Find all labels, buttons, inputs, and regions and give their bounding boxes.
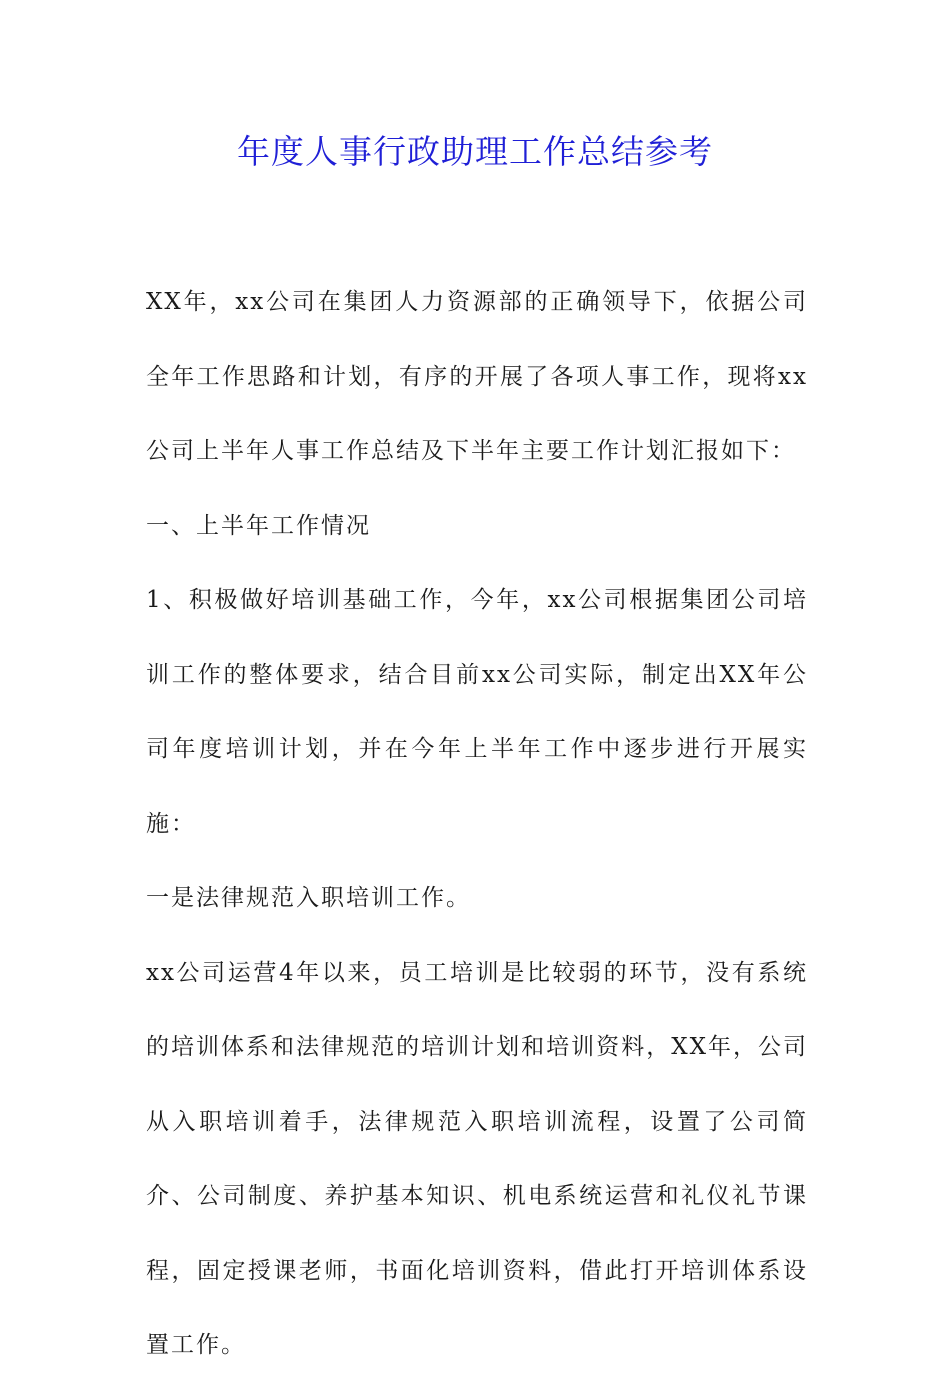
section-heading-first-half: 一、上半年工作情况 — [146, 512, 371, 539]
paragraph-onboarding-heading: 一是法律规范入职培训工作。 — [146, 885, 471, 911]
paragraph-intro: XX年，xx公司在集团人力资源部的正确领导下，依据公司全年工作思路和计划，有序的开展了各项人事工作，现将xx公司上半年人事工作总结及下半年主要工作计划汇报如下： — [146, 289, 808, 464]
paragraph-onboarding-details: xx公司运营4年以来，员工培训是比较弱的环节，没有系统的培训体系和法律规范的培训计划和培训资料，XX年，公司从入职培训着手，法律规范入职培训流程，设置了公司简介、公司制度、养护基本知识、机电系统运营和礼仪礼节课程，固定授课老师，书面化培训资料，借此打开培训体系设置工作。 — [146, 959, 808, 1358]
document-title: 年度人事行政助理工作总结参考 — [237, 132, 713, 171]
document-body — [146, 265, 808, 1383]
paragraph-training-basics: 1、积极做好培训基础工作，今年，xx公司根据集团公司培训工作的整体要求，结合目前xx公司实际，制定出XX年公司年度培训计划，并在今年上半年工作中逐步进行开展实施： — [146, 587, 808, 837]
